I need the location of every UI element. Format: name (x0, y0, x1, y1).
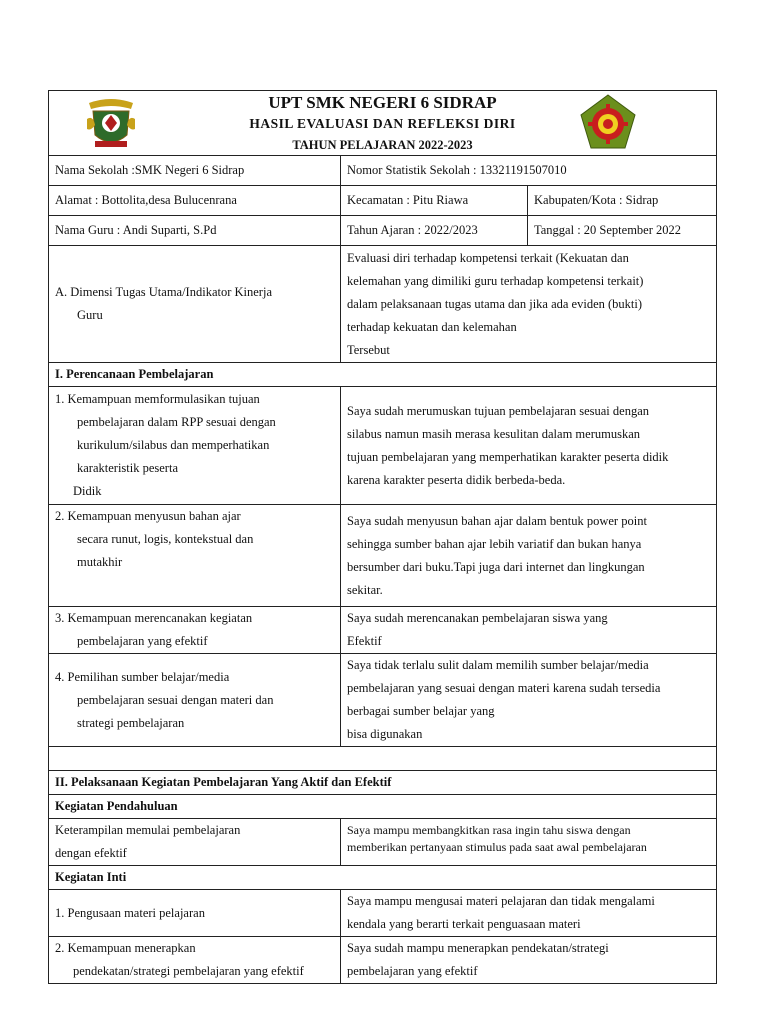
intro-activity-title: Kegiatan Pendahuluan (49, 795, 717, 819)
eval-line: Tersebut (347, 342, 390, 357)
eval-line: dalam pelaksanaan tugas utama dan jika ada eviden (bukti) (347, 296, 643, 311)
answer-line: sekitar. (347, 582, 383, 597)
answer-line: tujuan pembelajaran yang memperhatikan karakter peserta didik (347, 449, 669, 464)
answer-line: pembelajaran yang efektif (347, 964, 478, 978)
label-line: 1. Kemampuan memformulasikan tujuan (55, 392, 260, 406)
regency-cell: Kabupaten/Kota : Sidrap (528, 186, 717, 216)
dimension-eval-cell (341, 246, 717, 363)
answer-line: Saya sudah mampu menerapkan pendekatan/strategi (347, 941, 609, 955)
answer-line: Saya tidak terlalu sulit dalam memilih sumber belajar/media (347, 658, 649, 672)
label-line: 4. Pemilihan sumber belajar/media (55, 669, 230, 684)
regency-emblem-icon (85, 95, 137, 151)
answer-line: Saya sudah merumuskan tujuan pembelajaran sesuai dengan (347, 403, 649, 418)
label-line: Keterampilan memulai pembelajaran (55, 823, 241, 837)
teacher-cell: Nama Guru : Andi Suparti, S.Pd (49, 216, 341, 246)
date-cell: Tanggal : 20 September 2022 (528, 216, 717, 246)
section-implementation-title: II. Pelaksanaan Kegiatan Pembelajaran Yang Aktif dan Efektif (49, 771, 717, 795)
district-cell: Kecamatan : Pitu Riawa (341, 186, 528, 216)
planning-item-answer (341, 387, 717, 505)
answer-line: memberikan pertanyaan stimulus pada saat awal pembelajaran (347, 840, 647, 854)
label-line: pembelajaran sesuai dengan materi dan (77, 692, 274, 707)
intro-item-label (49, 819, 341, 866)
school-year-cell: Tahun Ajaran : 2022/2023 (341, 216, 528, 246)
planning-item-answer (341, 607, 717, 654)
eval-line: Evaluasi diri terhadap kompetensi terkait (Kekuatan dan (347, 250, 629, 265)
label-line: kurikulum/silabus dan memperhatikan (77, 438, 270, 452)
label-line: 1. Pengusaan materi pelajaran (55, 905, 205, 920)
label-line: secara runut, logis, kontekstual dan (77, 532, 254, 546)
school-title: UPT SMK NEGERI 6 SIDRAP (268, 93, 497, 112)
core-item-answer (341, 890, 717, 937)
eval-line: kelemahan yang dimiliki guru terhadap kompetensi terkait) (347, 273, 644, 288)
nss-cell: Nomor Statistik Sekolah : 13321191507010 (341, 156, 717, 186)
dimension-label-cell (49, 246, 341, 363)
intro-item-answer (341, 819, 717, 866)
core-activity-title: Kegiatan Inti (49, 866, 717, 890)
eval-line: terhadap kekuatan dan kelemahan (347, 319, 517, 334)
planning-item-answer (341, 505, 717, 607)
planning-item-label (49, 654, 341, 747)
answer-line: silabus namun masih merasa kesulitan dalam merumuskan (347, 426, 640, 441)
label-line: dengan efektif (55, 846, 127, 860)
section-planning-title: I. Perencanaan Pembelajaran (49, 363, 717, 387)
document-title: HASIL EVALUASI DAN REFLEKSI DIRI (249, 116, 516, 131)
evaluation-form-table (48, 90, 717, 984)
core-item-label (49, 937, 341, 984)
school-logo-icon (579, 93, 637, 151)
planning-item-label (49, 607, 341, 654)
label-line: 3. Kemampuan merencanakan kegiatan (55, 611, 253, 625)
empty-row (49, 747, 717, 771)
planning-item-answer (341, 654, 717, 747)
answer-line: Efektif (347, 634, 382, 648)
label-line: karakteristik peserta (77, 461, 178, 475)
label-line: mutakhir (77, 555, 123, 569)
label-line: 2. Kemampuan menerapkan (55, 941, 196, 955)
planning-item-label (49, 387, 341, 505)
label-line: pendekatan/strategi pembelajaran yang efektif (73, 964, 304, 978)
answer-line: Saya sudah menyusun bahan ajar dalam bentuk power point (347, 513, 647, 528)
core-item-label (49, 890, 341, 937)
answer-line: berbagai sumber belajar yang (347, 704, 495, 718)
answer-line: karena karakter peserta didik berbeda-beda. (347, 472, 566, 487)
label-line: pembelajaran yang efektif (77, 634, 208, 648)
label-line: Didik (73, 484, 102, 498)
address-cell: Alamat : Bottolita,desa Bulucenrana (49, 186, 341, 216)
answer-line: Saya mampu mengusai materi pelajaran dan tidak mengalami (347, 894, 655, 908)
planning-item-label (49, 505, 341, 607)
document-header (49, 91, 717, 156)
year-title: TAHUN PELAJARAN 2022-2023 (292, 138, 473, 152)
school-name-cell: Nama Sekolah :SMK Negeri 6 Sidrap (49, 156, 341, 186)
label-line: 2. Kemampuan menyusun bahan ajar (55, 509, 241, 523)
answer-line: sehingga sumber bahan ajar lebih variatif dan bukan hanya (347, 536, 642, 551)
answer-line: kendala yang berarti terkait penguasaan materi (347, 917, 581, 931)
core-item-answer (341, 937, 717, 984)
answer-line: Saya mampu membangkitkan rasa ingin tahu siswa dengan (347, 823, 631, 837)
answer-line: Saya sudah merencanakan pembelajaran siswa yang (347, 611, 608, 625)
answer-line: bersumber dari buku.Tapi juga dari internet dan lingkungan (347, 559, 645, 574)
label-line: pembelajaran dalam RPP sesuai dengan (77, 415, 276, 429)
answer-line: bisa digunakan (347, 727, 423, 741)
dimension-label-line: Guru (77, 308, 103, 322)
answer-line: pembelajaran yang sesuai dengan materi karena sudah tersedia (347, 681, 661, 695)
label-line: strategi pembelajaran (77, 715, 185, 730)
dimension-label-line: A. Dimensi Tugas Utama/Indikator Kinerja (55, 285, 272, 299)
